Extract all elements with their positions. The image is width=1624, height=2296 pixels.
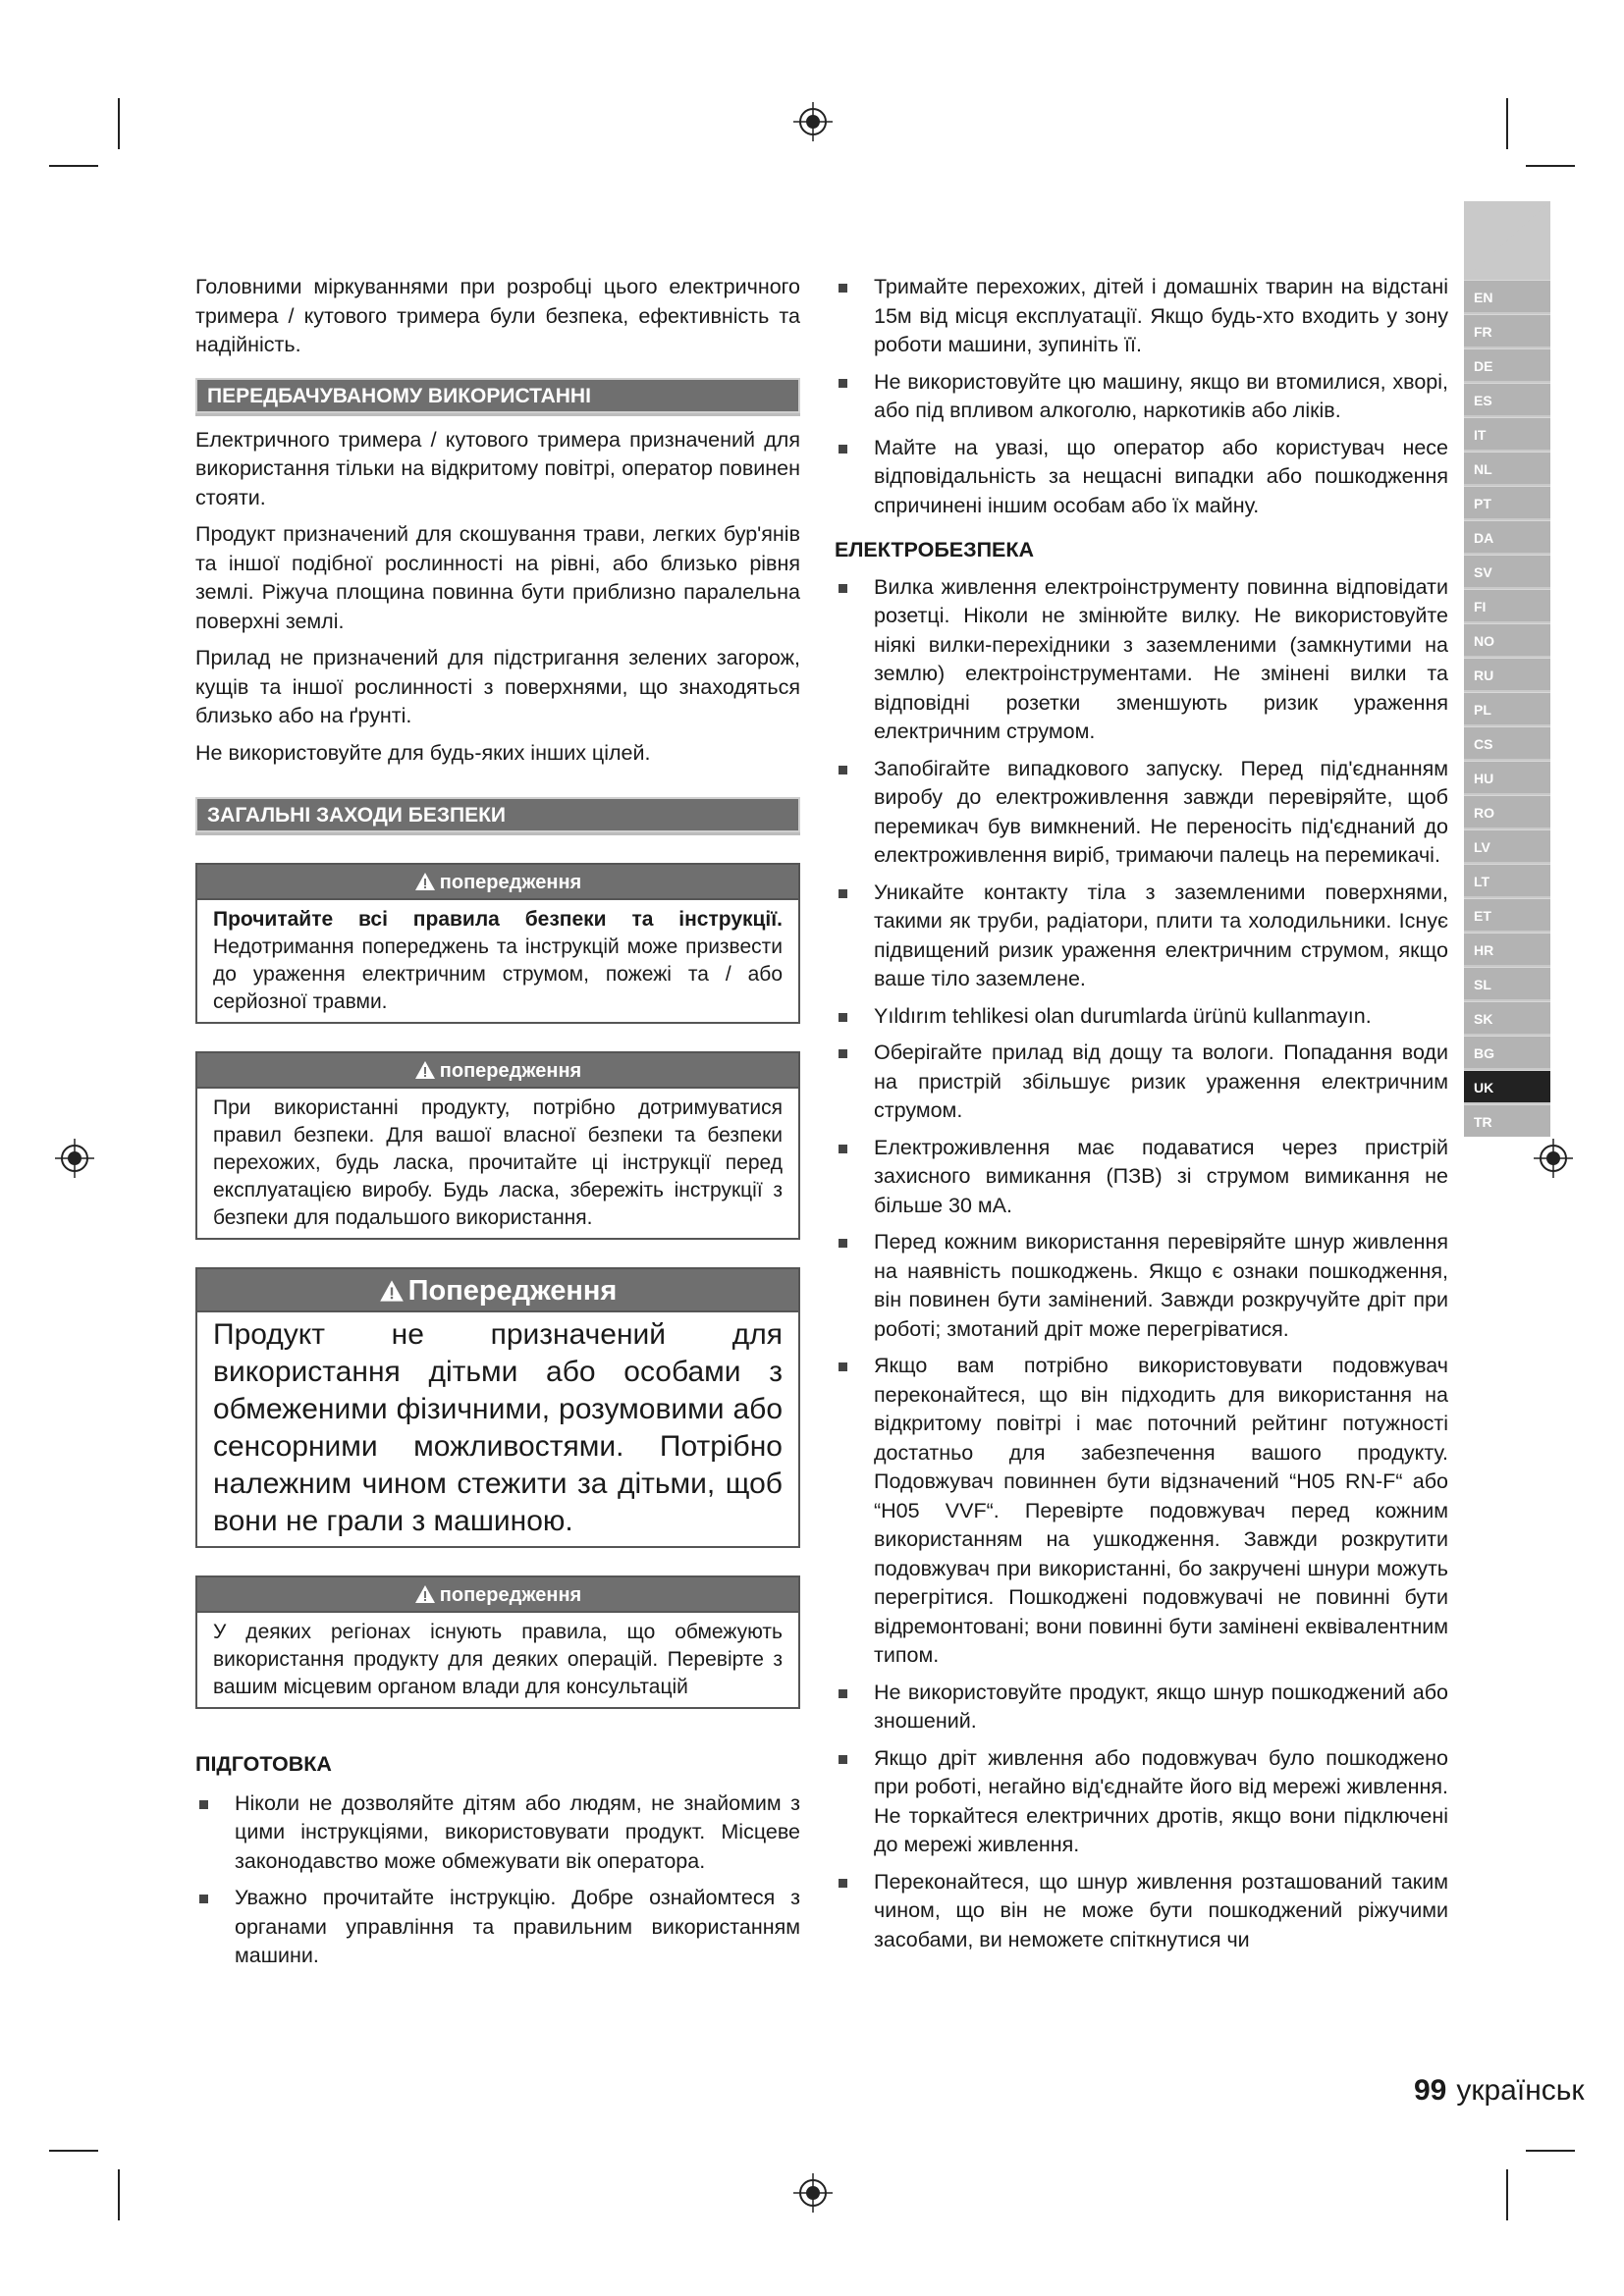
- crop-mark-bottom-left: [118, 2169, 120, 2220]
- warning-triangle-icon: [379, 1279, 405, 1303]
- tab-bg[interactable]: BG: [1464, 1036, 1550, 1068]
- page-footer: [1414, 2074, 1585, 2108]
- crop-mark-bottom-left-h: [49, 2150, 98, 2152]
- tab-fr[interactable]: FR: [1464, 314, 1550, 347]
- warning-title: Попередження: [407, 1275, 618, 1307]
- language-tabs: [1464, 280, 1550, 1139]
- crop-mark-top-right-h: [1526, 165, 1575, 167]
- warning-triangle-icon: [414, 1584, 436, 1604]
- warning-body: У деяких регіонах існують правила, що обмежують використання продукту для деяких операцій. Перевірте з вашим місцевим органом влади для консультацій: [213, 1621, 783, 1698]
- tab-hu[interactable]: HU: [1464, 761, 1550, 793]
- tab-de[interactable]: DE: [1464, 348, 1550, 381]
- warning-box-read-instructions: [195, 863, 800, 1024]
- warning-title: попередження: [439, 1060, 582, 1082]
- list-item: Тримайте перехожих, дітей і домашніх тварин на відстані 15м від місця експлуатації. Якщо будь-хто входить у зону роботи машини, зупиніть її.: [835, 273, 1448, 360]
- tab-en[interactable]: EN: [1464, 280, 1550, 312]
- page-number: 99: [1414, 2074, 1447, 2107]
- tab-sv[interactable]: SV: [1464, 555, 1550, 587]
- list-item: Електроживлення має подаватися через пристрій захисного вимикання (ПЗВ) зі струмом вимикання не більше 30 мА.: [835, 1134, 1448, 1221]
- crop-mark-bottom-right: [1506, 2169, 1508, 2220]
- intended-use-paragraph-3: Прилад не призначений для підстригання зелених загорож, кущів та іншої рослинності з поверхнями, що знаходяться близько або на ґрунті.: [195, 646, 800, 727]
- list-item: Якщо дріт живлення або подовжувач було пошкоджено при роботі, негайно від'єднайте його від мережі живлення. Не торкайтеся електричних дротів, якщо вони підключені до мережі живлення.: [835, 1744, 1448, 1860]
- list-item: Запобігайте випадкового запуску. Перед під'єднанням виробу до електроживлення завжди перевіряйте, щоб перемикач був вимкнений. Не переносіть під'єднаний до електроживлення виріб, тримаючи палець на перемикачі.: [835, 755, 1448, 871]
- section-general-safety-title: ЗАГАЛЬНІ ЗАХОДИ БЕЗПЕКИ: [195, 797, 800, 835]
- tab-no[interactable]: NO: [1464, 623, 1550, 656]
- list-item: Не використовуйте продукт, якщо шнур пошкоджений або зношений.: [835, 1679, 1448, 1736]
- tab-lt[interactable]: LT: [1464, 864, 1550, 896]
- registration-mark-bottom-icon: [793, 2173, 833, 2213]
- warning-title: попередження: [439, 872, 582, 893]
- tab-es[interactable]: ES: [1464, 383, 1550, 415]
- preparation-list: [195, 1789, 800, 1971]
- warning-bold-text: Прочитайте всі правила безпеки та інструкції.: [213, 908, 783, 931]
- warning-title: попередження: [439, 1584, 582, 1606]
- tab-tr[interactable]: TR: [1464, 1104, 1550, 1137]
- warning-body: [197, 900, 798, 1022]
- language-tab-panel: [1464, 201, 1550, 1134]
- tab-cs[interactable]: CS: [1464, 726, 1550, 759]
- tab-pt[interactable]: PT: [1464, 486, 1550, 518]
- intended-use-paragraph-4: Не використовуйте для будь-яких інших цілей.: [195, 740, 651, 765]
- list-item: Переконайтеся, що шнур живлення розташований таким чином, що він не може бути пошкоджений ріжучими засобами, ви неможете спіткнутися чи: [835, 1868, 1448, 1955]
- tab-da[interactable]: DA: [1464, 520, 1550, 553]
- list-item: Оберігайте прилад від дощу та вологи. Попадання води на пристрій збільшує ризик ураження електричним струмом.: [835, 1039, 1448, 1126]
- list-item: Майте на увазі, що оператор або користувач несе відповідальність за нещасні випадки або пошкодження спричинені іншим особам або їх майну.: [835, 434, 1448, 521]
- registration-mark-top-icon: [793, 102, 833, 141]
- intro-paragraph: Головними міркуваннями при розробці цього електричного тримера / кутового тримера були безпека, ефективність та надійність.: [195, 275, 800, 356]
- list-item: Уникайте контакту тіла з заземленими поверхнями, такими як труби, радіатори, плити та холодильники. Існує підвищений ризик ураження електричним струмом, якщо ваше тіло заземлене.: [835, 879, 1448, 994]
- tab-ro[interactable]: RO: [1464, 795, 1550, 828]
- warning-body: Продукт не призначений для використання дітьми або особами з обмеженими фізичними, розумовими або сенсорними можливостями. Потрібно належним чином стежити за дітьми, щоб вони не грали з машиною.: [213, 1318, 783, 1537]
- crop-mark-bottom-right-h: [1526, 2150, 1575, 2152]
- list-item: Вилка живлення електроінструменту повинна відповідати розетці. Ніколи не змінюйте вилку. Не використовуйте ніякі вилки-перехідники з заземленими (замкнутими на землю) електроінструментами. Не змінені вилки та відповідні розетки зменшують ризик ураження електричним струмом.: [835, 573, 1448, 747]
- intended-use-paragraph-1: Електричного тримера / кутового тримера призначений для використання тільки на відкритому повітрі, оператор повинен стояти.: [195, 427, 800, 509]
- warning-box-header: [197, 1577, 798, 1613]
- footer-language: українськ: [1456, 2074, 1585, 2107]
- warning-text: Недотримання попереджень та інструкцій може призвести до ураження електричним струмом, пожежі та / або серйозної травми.: [213, 935, 783, 1013]
- tab-it[interactable]: IT: [1464, 417, 1550, 450]
- list-item: Ніколи не дозволяйте дітям або людям, не знайомим з цими інструкціями, використовувати продукт. Місцеве законодавство може обмежувати вік оператора.: [195, 1789, 800, 1877]
- tab-lv[interactable]: LV: [1464, 829, 1550, 862]
- warning-box-safety-rules: [195, 1051, 800, 1240]
- tab-ru[interactable]: RU: [1464, 658, 1550, 690]
- list-item: Якщо вам потрібно використовувати подовжувач переконайтеся, що він підходить для використання на відкритому повітрі і має поточний рейтинг потужності достатньо для забезпечення вашого продукту. Подовжувач повиннен бути відзначений “H05 RN-F“ або “H05 VVF“. Перевірте подовжувач перед кожним використанням на ушкодження. Завжди розкрутити подовжувач при використанні, бо закручені шнури можуть перегрітися. Пошкоджені подовжувачі не повинні бути відремонтовані; вони повинні бути замінені еквівалентним типом.: [835, 1352, 1448, 1671]
- warning-box-children: [195, 1267, 800, 1548]
- warning-box-header: [197, 1269, 798, 1312]
- tab-fi[interactable]: FI: [1464, 589, 1550, 621]
- tab-pl[interactable]: PL: [1464, 692, 1550, 724]
- warning-box-header: [197, 865, 798, 900]
- list-item: Yıldırım tehlikesi olan durumlarda ürünü kullanmayın.: [835, 1002, 1448, 1032]
- tab-uk[interactable]: UK: [1464, 1070, 1550, 1102]
- registration-mark-right-icon: [1534, 1139, 1573, 1178]
- list-item: Не використовуйте цю машину, якщо ви втомилися, хворі, або під впливом алкоголю, наркотиків або ліків.: [835, 368, 1448, 426]
- tab-nl[interactable]: NL: [1464, 452, 1550, 484]
- registration-mark-left-icon: [55, 1139, 94, 1178]
- tab-sk[interactable]: SK: [1464, 1001, 1550, 1034]
- intended-use-paragraph-2: Продукт призначений для скошування трави, легких бур'янів та іншої подібної рослинності на рівні, або близько рівня землі. Ріжуча площина повинна бути приблизно паралельна поверхні землі.: [195, 522, 800, 633]
- warning-box-regional-rules: [195, 1575, 800, 1709]
- left-column: [195, 273, 800, 1979]
- list-item: Уважно прочитайте інструкцію. Добре ознайомтеся з органами управління та правильним використанням машини.: [195, 1884, 800, 1971]
- bystanders-list: [835, 273, 1448, 520]
- tab-sl[interactable]: SL: [1464, 967, 1550, 999]
- list-item: Перед кожним використання перевіряйте шнур живлення на наявність пошкоджень. Якщо є ознаки пошкодження, він повинен бути замінений. Завжди розкручуйте дріт при роботі; змотаний дріт може перегріватися.: [835, 1228, 1448, 1344]
- section-intended-use-title: ПЕРЕДБАЧУВАНОМУ ВИКОРИСТАННІ: [195, 378, 800, 416]
- tab-hr[interactable]: HR: [1464, 933, 1550, 965]
- crop-mark-top-left-h: [49, 165, 98, 167]
- warning-triangle-icon: [414, 1060, 436, 1080]
- electrical-safety-title: ЕЛЕКТРОБЕЗПЕКА: [835, 538, 1035, 561]
- warning-triangle-icon: [414, 872, 436, 891]
- crop-mark-top-left: [118, 98, 120, 149]
- electrical-safety-list: [835, 573, 1448, 1955]
- warning-box-header: [197, 1053, 798, 1089]
- preparation-title: ПІДГОТОВКА: [195, 1752, 332, 1776]
- tab-et[interactable]: ET: [1464, 898, 1550, 931]
- warning-body: При використанні продукту, потрібно дотримуватися правил безпеки. Для вашої власної безпеки та безпеки перехожих, будь ласка, прочитайте ці інструкції перед експлуатацією виробу. Будь ласка, збережіть інструкції з безпеки для подальшого використання.: [213, 1096, 783, 1229]
- right-column: [835, 273, 1448, 1962]
- crop-mark-top-right: [1506, 98, 1508, 149]
